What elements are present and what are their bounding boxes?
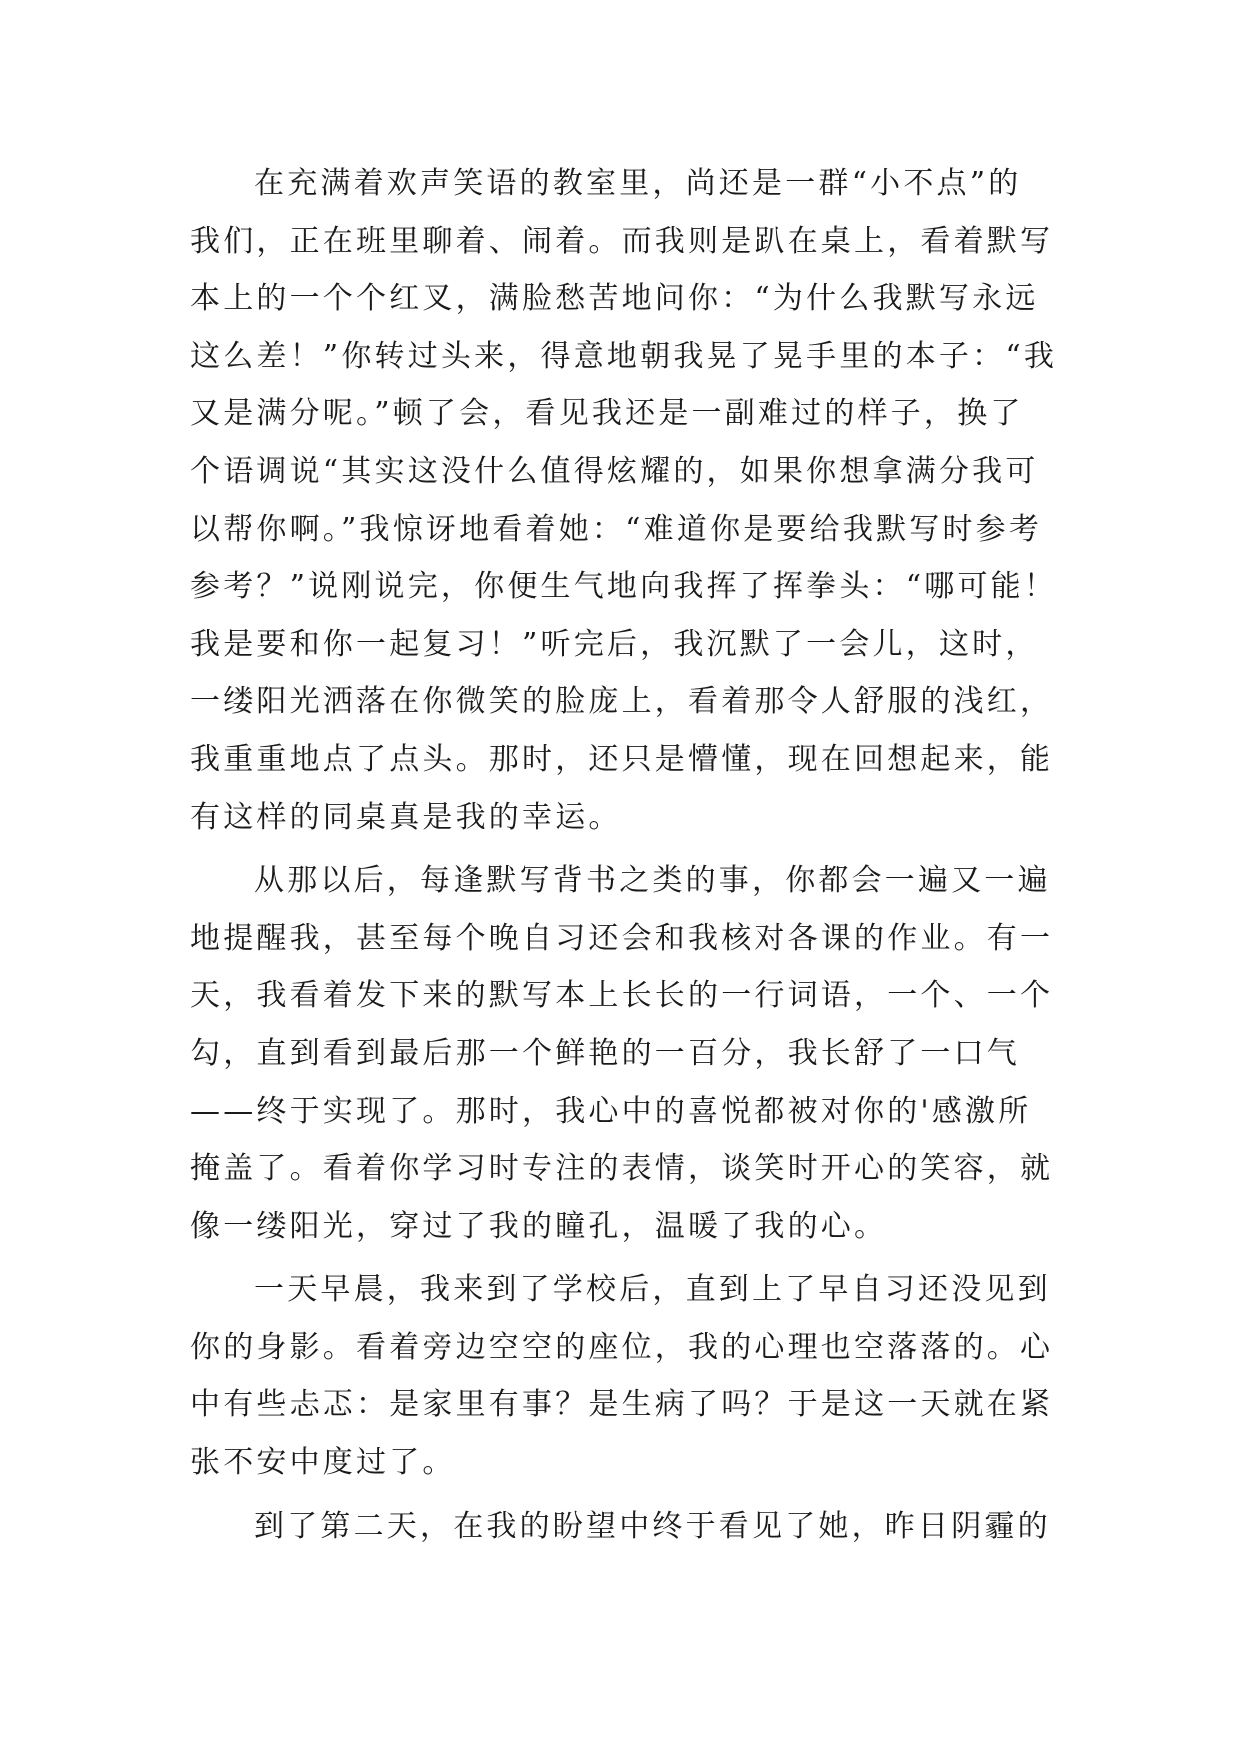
text-line: 掩盖了。看着你学习时专注的表情，谈笑时开心的笑容，就 <box>190 1151 1054 1187</box>
text-line: 一缕阳光洒落在你微笑的脸庞上，看着那令人舒服的浅红， <box>190 684 1054 720</box>
text-line: 我们，正在班里聊着、闹着。而我则是趴在桌上，看着默写 <box>190 223 1054 259</box>
essay-body <box>190 155 1060 1555</box>
text-line: 个语调说“其实这没什么值得炫耀的，如果你想拿满分我可 <box>190 453 1039 489</box>
text-line: 地提醒我，甚至每个晚自习还会和我核对各课的作业。有一 <box>190 920 1054 956</box>
text-line: 从那以后，每逢默写背书之类的事，你都会一遍又一遍 <box>254 863 1051 899</box>
text-line: 这么差！”你转过头来，得意地朝我晃了晃手里的本子：“我 <box>190 338 1058 374</box>
text-line: 有这样的同桌真是我的幸运。 <box>190 799 622 835</box>
paragraph <box>190 155 1060 846</box>
text-line: 像一缕阳光，穿过了我的瞳孔，温暖了我的心。 <box>190 1208 888 1244</box>
text-line: 以帮你啊。”我惊讶地看着她：“难道你是要给我默写时参考 <box>190 511 1043 547</box>
text-line: 你的身影。看着旁边空空的座位，我的心理也空落落的。心 <box>190 1329 1054 1365</box>
text-line: 本上的一个个红叉，满脸愁苦地问你：“为什么我默写永远 <box>190 281 1039 317</box>
text-line: 在充满着欢声笑语的教室里，尚还是一群“小不点”的 <box>254 166 1022 201</box>
text-line: 到了第二天，在我的盼望中终于看见了她，昨日阴霾的 <box>254 1508 1051 1544</box>
text-line: 张不安中度过了。 <box>190 1445 456 1481</box>
text-line: ——终于实现了。那时，我心中的喜悦都被对你的'感激所 <box>190 1093 1032 1129</box>
text-line: 勾，直到看到最后那一个鲜艳的一百分，我长舒了一口气 <box>190 1035 1020 1071</box>
text-line: 参考？”说刚说完，你便生气地向我挥了挥拳头：“哪可能！ <box>190 569 1058 605</box>
text-line: 一天早晨，我来到了学校后，直到上了早自习还没见到 <box>254 1272 1051 1308</box>
paragraph <box>190 852 1060 1255</box>
text-line: 又是满分呢。”顿了会，看见我还是一副难过的样子，换了 <box>190 396 1024 432</box>
text-line: 中有些忐忑：是家里有事？是生病了吗？于是这一天就在紧 <box>190 1387 1054 1423</box>
paragraph <box>190 1498 1060 1556</box>
text-line: 我重重地点了点头。那时，还只是懵懂，现在回想起来，能 <box>190 741 1054 777</box>
text-line: 我是要和你一起复习！”听完后，我沉默了一会儿，这时， <box>190 626 1039 662</box>
text-line: 天，我看着发下来的默写本上长长的一行词语，一个、一个 <box>190 978 1054 1014</box>
paragraph <box>190 1261 1060 1491</box>
